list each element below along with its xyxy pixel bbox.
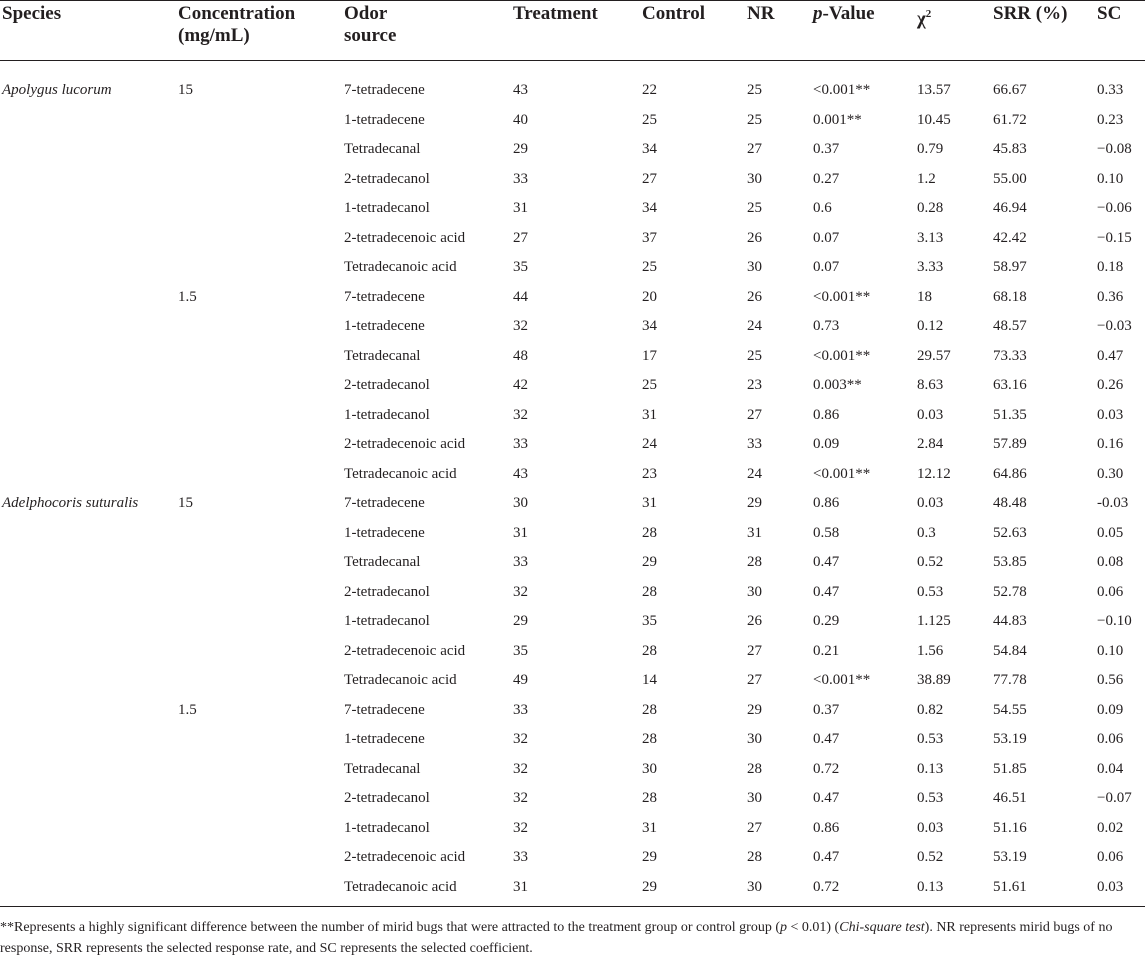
cell-chi: 0.03 [917, 407, 944, 423]
cell-srr: 54.84 [993, 643, 1027, 659]
cell-chi: 29.57 [917, 348, 951, 364]
cell-srr: 61.72 [993, 112, 1027, 128]
cell-control: 31 [642, 407, 657, 423]
cell-control: 28 [642, 584, 657, 600]
cell-chi: 38.89 [917, 672, 951, 688]
cell-p: 0.86 [813, 820, 840, 836]
cell-treatment: 31 [513, 200, 528, 216]
cell-p: <0.001** [813, 289, 871, 305]
cell-chi: 0.52 [917, 554, 944, 570]
cell-odor: 1-tetradecanol [344, 407, 430, 423]
cell-control: 24 [642, 436, 657, 452]
cell-p: 0.47 [813, 849, 840, 865]
cell-species: Apolygus lucorum [2, 82, 112, 98]
cell-sc: 0.16 [1097, 436, 1124, 452]
cell-nr: 25 [747, 348, 762, 364]
cell-p: <0.001** [813, 672, 871, 688]
header-nr: NR [747, 3, 775, 24]
header-treatment: Treatment [513, 3, 598, 24]
cell-p: 0.37 [813, 702, 840, 718]
cell-p: 0.6 [813, 200, 832, 216]
cell-odor: 7-tetradecene [344, 495, 425, 511]
cell-srr: 53.19 [993, 849, 1027, 865]
cell-sc: −0.15 [1097, 230, 1132, 246]
cell-control: 29 [642, 554, 657, 570]
cell-nr: 27 [747, 141, 762, 157]
cell-p: 0.86 [813, 495, 840, 511]
cell-odor: 7-tetradecene [344, 702, 425, 718]
cell-srr: 44.83 [993, 613, 1027, 629]
cell-control: 28 [642, 525, 657, 541]
cell-sc: 0.10 [1097, 171, 1124, 187]
cell-control: 35 [642, 613, 657, 629]
footnote-part3: ). NR represents mirid bugs of no response, SRR represents the selected response rate, and SC represents the selected coefficient. [0, 920, 1113, 956]
header-rule [0, 60, 1145, 61]
header-control: Control [642, 3, 705, 24]
cell-chi: 1.125 [917, 613, 951, 629]
cell-control: 25 [642, 259, 657, 275]
cell-srr: 46.51 [993, 790, 1027, 806]
cell-nr: 30 [747, 879, 762, 895]
cell-nr: 28 [747, 849, 762, 865]
cell-srr: 51.35 [993, 407, 1027, 423]
cell-chi: 0.53 [917, 731, 944, 747]
cell-treatment: 49 [513, 672, 528, 688]
cell-odor: 2-tetradecenoic acid [344, 643, 466, 659]
cell-srr: 54.55 [993, 702, 1027, 718]
cell-sc: 0.10 [1097, 643, 1124, 659]
cell-odor: Tetradecanal [344, 554, 421, 570]
cell-control: 25 [642, 112, 657, 128]
cell-nr: 23 [747, 377, 762, 393]
cell-p: 0.47 [813, 584, 840, 600]
cell-control: 28 [642, 731, 657, 747]
cell-odor: 2-tetradecanol [344, 584, 430, 600]
cell-odor: 7-tetradecene [344, 82, 425, 98]
cell-odor: 2-tetradecenoic acid [344, 436, 466, 452]
cell-odor: 1-tetradecanol [344, 613, 430, 629]
cell-p: 0.07 [813, 230, 840, 246]
cell-sc: 0.09 [1097, 702, 1124, 718]
footnote-test: Chi-square test [839, 920, 925, 935]
cell-treatment: 33 [513, 171, 528, 187]
cell-sc: 0.33 [1097, 82, 1124, 98]
cell-srr: 73.33 [993, 348, 1027, 364]
cell-chi: 0.52 [917, 849, 944, 865]
cell-sc: 0.30 [1097, 466, 1124, 482]
cell-chi: 0.82 [917, 702, 944, 718]
cell-odor: Tetradecanal [344, 141, 421, 157]
cell-sc: 0.05 [1097, 525, 1124, 541]
cell-sc: 0.04 [1097, 761, 1124, 777]
cell-sc: 0.47 [1097, 348, 1124, 364]
cell-chi: 0.28 [917, 200, 944, 216]
cell-conc: 1.5 [178, 289, 197, 305]
cell-srr: 53.19 [993, 731, 1027, 747]
cell-nr: 28 [747, 554, 762, 570]
cell-nr: 29 [747, 495, 762, 511]
cell-srr: 58.97 [993, 259, 1027, 275]
cell-chi: 1.2 [917, 171, 936, 187]
cell-sc: −0.08 [1097, 141, 1132, 157]
cell-p: 0.72 [813, 761, 840, 777]
cell-treatment: 48 [513, 348, 528, 364]
header-concentration: Concentration (mg/mL) [178, 3, 296, 46]
cell-control: 27 [642, 171, 657, 187]
cell-srr: 51.61 [993, 879, 1027, 895]
cell-nr: 25 [747, 82, 762, 98]
cell-treatment: 44 [513, 289, 528, 305]
cell-srr: 57.89 [993, 436, 1027, 452]
cell-chi: 1.56 [917, 643, 944, 659]
cell-nr: 30 [747, 259, 762, 275]
cell-p: 0.47 [813, 554, 840, 570]
cell-conc: 1.5 [178, 702, 197, 718]
cell-p: 0.29 [813, 613, 840, 629]
cell-chi: 0.3 [917, 525, 936, 541]
table-footnote [0, 917, 1140, 959]
cell-chi: 12.12 [917, 466, 951, 482]
cell-treatment: 43 [513, 466, 528, 482]
cell-odor: Tetradecanoic acid [344, 672, 457, 688]
cell-chi: 18 [917, 289, 932, 305]
cell-conc: 15 [178, 82, 193, 98]
cell-sc: -0.03 [1097, 495, 1129, 511]
cell-srr: 45.83 [993, 141, 1027, 157]
cell-srr: 52.63 [993, 525, 1027, 541]
cell-control: 31 [642, 820, 657, 836]
cell-treatment: 35 [513, 259, 528, 275]
cell-control: 34 [642, 141, 657, 157]
cell-control: 22 [642, 82, 657, 98]
cell-sc: 0.23 [1097, 112, 1124, 128]
cell-sc: 0.03 [1097, 407, 1124, 423]
top-rule [0, 0, 1145, 1]
cell-control: 14 [642, 672, 657, 688]
cell-chi: 10.45 [917, 112, 951, 128]
header-srr: SRR (%) [993, 3, 1068, 24]
cell-treatment: 33 [513, 702, 528, 718]
bottom-rule [0, 906, 1145, 907]
cell-nr: 33 [747, 436, 762, 452]
cell-nr: 24 [747, 466, 762, 482]
header-chi-base: χ [917, 8, 926, 30]
cell-odor: 2-tetradecanol [344, 171, 430, 187]
cell-odor: 2-tetradecenoic acid [344, 849, 466, 865]
cell-control: 25 [642, 377, 657, 393]
cell-control: 20 [642, 289, 657, 305]
cell-treatment: 43 [513, 82, 528, 98]
cell-odor: Tetradecanal [344, 761, 421, 777]
cell-nr: 27 [747, 407, 762, 423]
cell-odor: 2-tetradecanol [344, 790, 430, 806]
cell-odor: Tetradecanoic acid [344, 466, 457, 482]
cell-odor: 1-tetradecene [344, 525, 425, 541]
cell-nr: 24 [747, 318, 762, 334]
cell-p: 0.58 [813, 525, 840, 541]
cell-control: 34 [642, 318, 657, 334]
cell-nr: 30 [747, 171, 762, 187]
cell-odor: 2-tetradecenoic acid [344, 230, 466, 246]
cell-srr: 51.16 [993, 820, 1027, 836]
cell-control: 31 [642, 495, 657, 511]
cell-control: 29 [642, 849, 657, 865]
cell-p: <0.001** [813, 348, 871, 364]
cell-odor: 1-tetradecene [344, 731, 425, 747]
cell-chi: 0.53 [917, 584, 944, 600]
cell-control: 34 [642, 200, 657, 216]
cell-control: 29 [642, 879, 657, 895]
cell-odor: Tetradecanoic acid [344, 879, 457, 895]
cell-treatment: 32 [513, 790, 528, 806]
cell-srr: 63.16 [993, 377, 1027, 393]
cell-nr: 28 [747, 761, 762, 777]
header-p-suffix: -Value [822, 3, 875, 24]
cell-treatment: 31 [513, 525, 528, 541]
cell-p: 0.003** [813, 377, 862, 393]
cell-chi: 0.13 [917, 761, 944, 777]
cell-chi: 0.12 [917, 318, 944, 334]
cell-sc: 0.06 [1097, 731, 1124, 747]
cell-treatment: 29 [513, 613, 528, 629]
cell-sc: −0.06 [1097, 200, 1132, 216]
cell-sc: 0.03 [1097, 879, 1124, 895]
cell-nr: 29 [747, 702, 762, 718]
cell-treatment: 33 [513, 554, 528, 570]
cell-conc: 15 [178, 495, 193, 511]
cell-srr: 77.78 [993, 672, 1027, 688]
cell-nr: 25 [747, 112, 762, 128]
cell-chi: 0.53 [917, 790, 944, 806]
footnote-p: p [780, 920, 787, 935]
cell-p: 0.001** [813, 112, 862, 128]
cell-srr: 48.48 [993, 495, 1027, 511]
cell-srr: 55.00 [993, 171, 1027, 187]
cell-p: <0.001** [813, 466, 871, 482]
cell-control: 28 [642, 702, 657, 718]
cell-nr: 26 [747, 613, 762, 629]
cell-chi: 0.13 [917, 879, 944, 895]
cell-chi: 8.63 [917, 377, 944, 393]
cell-odor: Tetradecanal [344, 348, 421, 364]
cell-sc: 0.02 [1097, 820, 1124, 836]
cell-nr: 31 [747, 525, 762, 541]
cell-odor: 7-tetradecene [344, 289, 425, 305]
cell-sc: −0.10 [1097, 613, 1132, 629]
header-odor-source: Odor source [344, 3, 397, 46]
header-species: Species [2, 3, 62, 24]
cell-treatment: 27 [513, 230, 528, 246]
footnote-part1: **Represents a highly significant difference between the number of mirid bugs that were attracted to the treatment group or control group ( [0, 920, 780, 935]
cell-p: 0.72 [813, 879, 840, 895]
cell-nr: 27 [747, 820, 762, 836]
cell-sc: 0.18 [1097, 259, 1124, 275]
cell-chi: 3.13 [917, 230, 944, 246]
cell-srr: 46.94 [993, 200, 1027, 216]
cell-sc: −0.07 [1097, 790, 1132, 806]
cell-odor: 1-tetradecanol [344, 200, 430, 216]
cell-treatment: 35 [513, 643, 528, 659]
cell-chi: 3.33 [917, 259, 944, 275]
cell-p: 0.73 [813, 318, 840, 334]
cell-srr: 66.67 [993, 82, 1027, 98]
cell-control: 30 [642, 761, 657, 777]
cell-sc: 0.08 [1097, 554, 1124, 570]
cell-treatment: 32 [513, 761, 528, 777]
cell-p: 0.21 [813, 643, 840, 659]
cell-treatment: 32 [513, 407, 528, 423]
cell-sc: −0.03 [1097, 318, 1132, 334]
cell-p: 0.37 [813, 141, 840, 157]
cell-nr: 26 [747, 230, 762, 246]
cell-treatment: 40 [513, 112, 528, 128]
cell-control: 28 [642, 790, 657, 806]
cell-sc: 0.56 [1097, 672, 1124, 688]
header-p-value [813, 3, 875, 25]
header-chi-square [917, 3, 931, 30]
header-chi-sup: 2 [925, 8, 932, 20]
cell-nr: 25 [747, 200, 762, 216]
cell-nr: 30 [747, 790, 762, 806]
cell-sc: 0.06 [1097, 849, 1124, 865]
cell-srr: 68.18 [993, 289, 1027, 305]
cell-treatment: 32 [513, 318, 528, 334]
cell-treatment: 29 [513, 141, 528, 157]
cell-treatment: 33 [513, 436, 528, 452]
cell-p: 0.47 [813, 731, 840, 747]
cell-odor: 1-tetradecene [344, 112, 425, 128]
cell-srr: 53.85 [993, 554, 1027, 570]
cell-species: Adelphocoris suturalis [2, 495, 139, 511]
cell-srr: 51.85 [993, 761, 1027, 777]
cell-srr: 48.57 [993, 318, 1027, 334]
cell-nr: 30 [747, 731, 762, 747]
cell-nr: 30 [747, 584, 762, 600]
cell-chi: 0.79 [917, 141, 944, 157]
cell-chi: 0.03 [917, 495, 944, 511]
cell-control: 37 [642, 230, 657, 246]
cell-p: 0.09 [813, 436, 840, 452]
cell-p: 0.86 [813, 407, 840, 423]
cell-odor: 2-tetradecanol [344, 377, 430, 393]
cell-treatment: 32 [513, 820, 528, 836]
cell-treatment: 32 [513, 731, 528, 747]
cell-sc: 0.06 [1097, 584, 1124, 600]
cell-srr: 42.42 [993, 230, 1027, 246]
header-sc: SC [1097, 3, 1122, 24]
cell-nr: 27 [747, 672, 762, 688]
cell-treatment: 32 [513, 584, 528, 600]
cell-nr: 26 [747, 289, 762, 305]
cell-nr: 27 [747, 643, 762, 659]
cell-treatment: 42 [513, 377, 528, 393]
footnote-part2: < 0.01) ( [787, 920, 840, 935]
cell-p: 0.27 [813, 171, 840, 187]
cell-odor: 1-tetradecene [344, 318, 425, 334]
cell-treatment: 33 [513, 849, 528, 865]
cell-p: 0.07 [813, 259, 840, 275]
cell-srr: 64.86 [993, 466, 1027, 482]
cell-p: 0.47 [813, 790, 840, 806]
cell-p: <0.001** [813, 82, 871, 98]
cell-odor: Tetradecanoic acid [344, 259, 457, 275]
cell-control: 17 [642, 348, 657, 364]
cell-srr: 52.78 [993, 584, 1027, 600]
cell-chi: 2.84 [917, 436, 944, 452]
cell-treatment: 31 [513, 879, 528, 895]
cell-control: 23 [642, 466, 657, 482]
cell-chi: 0.03 [917, 820, 944, 836]
cell-control: 28 [642, 643, 657, 659]
cell-treatment: 30 [513, 495, 528, 511]
cell-odor: 1-tetradecanol [344, 820, 430, 836]
cell-sc: 0.26 [1097, 377, 1124, 393]
cell-chi: 13.57 [917, 82, 951, 98]
cell-sc: 0.36 [1097, 289, 1124, 305]
header-p-italic: p [813, 3, 823, 24]
